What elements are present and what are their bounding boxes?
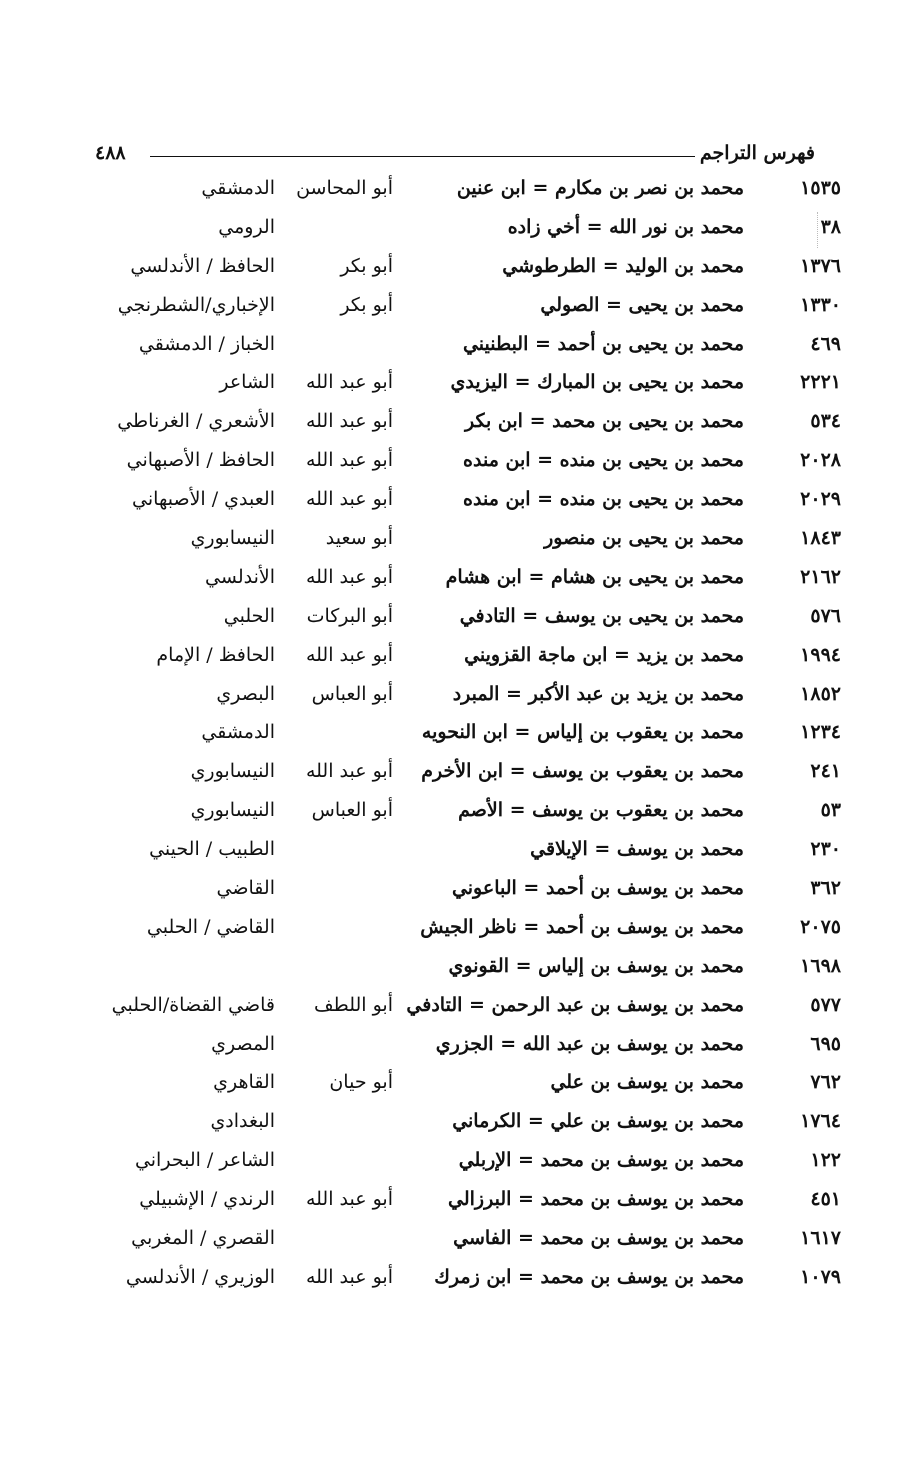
index-entry-row bbox=[0, 1222, 921, 1261]
entry-number: ١٥٣٥ bbox=[800, 177, 841, 199]
entry-name: محمد بن يحيى بن المبارك = اليزيدي bbox=[450, 371, 744, 394]
entry-nisba: الحافظ / الأصبهاني bbox=[126, 449, 275, 472]
entry-name: محمد بن يحيى بن محمد = ابن بكر bbox=[465, 410, 744, 433]
entry-name: محمد بن يوسف بن أحمد = الباعوني bbox=[451, 877, 744, 900]
entry-name: محمد بن يوسف بن عبد الله = الجزري bbox=[435, 1032, 744, 1055]
entry-nisba: البغدادي bbox=[210, 1110, 275, 1133]
index-entry-row bbox=[0, 366, 921, 405]
entry-nisba: النيسابوري bbox=[190, 760, 275, 783]
index-entry-row bbox=[0, 172, 921, 211]
entry-name: محمد بن يحيى بن منده = ابن منده bbox=[463, 449, 744, 472]
entry-nisba: الدمشقي bbox=[201, 177, 275, 199]
entry-number: ٤٥١ bbox=[810, 1188, 841, 1211]
entry-nisba: النيسابوري bbox=[190, 527, 275, 550]
entry-kunya: أبو عبد الله bbox=[305, 410, 393, 433]
entry-nisba: الرومي bbox=[218, 215, 275, 238]
entry-nisba: النيسابوري bbox=[190, 799, 275, 822]
index-entry-row bbox=[0, 950, 921, 989]
entry-number: ٢٠٢٨ bbox=[800, 449, 841, 472]
entry-name: محمد بن يعقوب بن يوسف = الأصم bbox=[458, 799, 744, 822]
entry-name: محمد بن يحيى بن يوسف = التادفي bbox=[459, 604, 744, 627]
entry-number: ١٨٤٣ bbox=[800, 527, 841, 550]
entry-number: ٢٠٧٥ bbox=[800, 915, 841, 938]
entry-number: ٦٩٥ bbox=[810, 1032, 841, 1055]
entry-name: محمد بن يحيى بن منده = ابن منده bbox=[463, 488, 744, 511]
entry-number: ٥٧٧ bbox=[810, 993, 841, 1016]
index-entry-row bbox=[0, 250, 921, 289]
entry-kunya: أبو عبد الله bbox=[305, 449, 393, 472]
index-entry-row bbox=[0, 1105, 921, 1144]
index-entry-row bbox=[0, 1144, 921, 1183]
index-entry-row bbox=[0, 833, 921, 872]
index-entry-row bbox=[0, 561, 921, 600]
entry-kunya: أبو العباس bbox=[311, 799, 393, 822]
entry-name: محمد بن يزيد = ابن ماجة القزويني bbox=[464, 643, 744, 666]
entry-kunya: أبو بكر bbox=[340, 293, 393, 316]
index-entry-row bbox=[0, 678, 921, 717]
entry-name: محمد بن يعقوب بن إلياس = ابن النحويه bbox=[421, 721, 744, 744]
entry-kunya: أبو اللطف bbox=[313, 993, 393, 1016]
entry-number: ١٩٩٤ bbox=[800, 643, 841, 666]
entry-nisba: الدمشقي bbox=[201, 721, 275, 744]
index-entry-row bbox=[0, 989, 921, 1028]
index-entry-row bbox=[0, 1183, 921, 1222]
entry-name: محمد بن يعقوب بن يوسف = ابن الأخرم bbox=[421, 760, 744, 783]
entry-nisba: الشاعر bbox=[219, 371, 275, 394]
entry-nisba: الشاعر / البحراني bbox=[134, 1149, 275, 1172]
entry-kunya: أبو المحاسن bbox=[296, 177, 393, 199]
entry-number: ٢١٦٢ bbox=[800, 565, 841, 588]
entry-nisba: الحافظ / الإمام bbox=[156, 643, 275, 666]
entry-kunya: أبو البركات bbox=[306, 604, 393, 627]
entry-nisba: القاضي bbox=[216, 877, 275, 900]
header-rule bbox=[150, 156, 695, 157]
entry-kunya: أبو العباس bbox=[311, 682, 393, 705]
entry-nisba: المصري bbox=[211, 1032, 275, 1055]
index-entry-row bbox=[0, 483, 921, 522]
entry-kunya: أبو حيان bbox=[329, 1071, 393, 1094]
page-number: ٤٨٨ bbox=[95, 142, 126, 164]
index-entry-row bbox=[0, 1261, 921, 1300]
running-header bbox=[95, 138, 815, 174]
entry-nisba: الأشعري / الغرناطي bbox=[117, 410, 275, 433]
index-entry-row bbox=[0, 600, 921, 639]
entry-number: ١٢٢ bbox=[810, 1149, 841, 1172]
index-entry-row bbox=[0, 872, 921, 911]
entry-name: محمد بن يحيى بن منصور bbox=[544, 527, 744, 550]
entry-name: محمد بن الوليد = الطرطوشي bbox=[502, 254, 744, 277]
entry-number: ٥٧٦ bbox=[810, 604, 841, 627]
index-entry-row bbox=[0, 639, 921, 678]
entry-kunya: أبو عبد الله bbox=[305, 565, 393, 588]
index-entry-row bbox=[0, 1028, 921, 1067]
index-entry-row bbox=[0, 444, 921, 483]
index-entry-row bbox=[0, 405, 921, 444]
index-entry-row bbox=[0, 794, 921, 833]
entry-kunya: أبو بكر bbox=[340, 254, 393, 277]
entry-number: ٧٦٢ bbox=[810, 1071, 841, 1094]
index-entry-row bbox=[0, 755, 921, 794]
entry-name: محمد بن يوسف بن إلياس = القونوي bbox=[448, 954, 744, 977]
entry-nisba: القاهري bbox=[213, 1071, 275, 1094]
entry-name: محمد بن يوسف بن عبد الرحمن = التادفي bbox=[406, 993, 744, 1016]
entry-number: ١٧٦٤ bbox=[800, 1110, 841, 1133]
entry-number: ٢٢٢١ bbox=[800, 371, 841, 394]
entry-number: ٥٣٤ bbox=[810, 410, 841, 433]
entry-name: محمد بن نصر بن مكارم = ابن عنين bbox=[456, 177, 744, 199]
entry-nisba: الطبيب / الحيني bbox=[149, 838, 275, 861]
entry-number: ٣٦٢ bbox=[810, 877, 841, 900]
entry-name: محمد بن يحيى = الصولي bbox=[540, 293, 744, 316]
entry-number: ٢٠٢٩ bbox=[800, 488, 841, 511]
entry-number: ١٢٣٤ bbox=[800, 721, 841, 744]
entry-name: محمد بن يوسف بن علي = الكرماني bbox=[452, 1110, 744, 1133]
entry-nisba: القاضي / الحلبي bbox=[146, 915, 275, 938]
entry-nisba: الرندي / الإشبيلي bbox=[139, 1188, 275, 1211]
index-entry-row bbox=[0, 911, 921, 950]
index-entry-row bbox=[0, 289, 921, 328]
entry-name: محمد بن يوسف بن محمد = ابن زمرك bbox=[434, 1265, 744, 1288]
entry-nisba: الخباز / الدمشقي bbox=[138, 332, 275, 355]
entry-kunya: أبو عبد الله bbox=[305, 371, 393, 394]
entry-kunya: أبو عبد الله bbox=[305, 760, 393, 783]
entry-nisba: الوزيري / الأندلسي bbox=[125, 1265, 275, 1288]
entry-nisba: قاضي القضاة/الحلبي bbox=[111, 993, 275, 1016]
entry-nisba: البصري bbox=[216, 682, 275, 705]
entry-kunya: أبو عبد الله bbox=[305, 1188, 393, 1211]
entry-name: محمد بن يوسف بن محمد = الإربلي bbox=[458, 1149, 744, 1172]
entry-nisba: الإخباري/الشطرنجي bbox=[117, 293, 275, 316]
entry-nisba: الحافظ / الأندلسي bbox=[130, 254, 275, 277]
entry-number: ٢٣٠ bbox=[810, 838, 841, 861]
entry-number: ١٠٧٩ bbox=[800, 1265, 841, 1288]
entry-name: محمد بن يوسف بن محمد = الفاسي bbox=[453, 1227, 744, 1250]
entry-kunya: أبو عبد الله bbox=[305, 643, 393, 666]
index-entry-row bbox=[0, 522, 921, 561]
index-entries bbox=[0, 172, 921, 1300]
entry-kunya: أبو عبد الله bbox=[305, 488, 393, 511]
entry-name: محمد بن يوسف بن أحمد = ناظر الجيش bbox=[420, 915, 744, 938]
entry-kunya: أبو سعيد bbox=[325, 527, 393, 550]
entry-nisba: الحلبي bbox=[223, 604, 275, 627]
entry-nisba: الأندلسي bbox=[205, 565, 275, 588]
entry-number: ٥٣ bbox=[820, 799, 841, 822]
entry-number: ٢٤١ bbox=[810, 760, 841, 783]
entry-number: ١٨٥٢ bbox=[800, 682, 841, 705]
index-entry-row bbox=[0, 1066, 921, 1105]
index-entry-row bbox=[0, 716, 921, 755]
entry-kunya: أبو عبد الله bbox=[305, 1265, 393, 1288]
entry-number: ١٦١٧ bbox=[800, 1227, 841, 1250]
entry-name: محمد بن يوسف بن محمد = البرزالي bbox=[448, 1188, 744, 1211]
entry-name: محمد بن يحيى بن هشام = ابن هشام bbox=[445, 565, 744, 588]
entry-number: ١٣٣٠ bbox=[800, 293, 841, 316]
entry-name: محمد بن يوسف = الإيلاقي bbox=[530, 838, 744, 861]
entry-number: ٤٦٩ bbox=[810, 332, 841, 355]
entry-name: محمد بن يزيد بن عبد الأكبر = المبرد bbox=[452, 682, 744, 705]
index-entry-row bbox=[0, 211, 921, 250]
entry-name: محمد بن يحيى بن أحمد = البطنيني bbox=[462, 332, 744, 355]
entry-number: ١٦٩٨ bbox=[800, 954, 841, 977]
entry-name: محمد بن يوسف بن علي bbox=[550, 1071, 744, 1094]
entry-nisba: القصري / المغربي bbox=[131, 1227, 275, 1250]
page-title: فهرس التراجم bbox=[699, 142, 815, 164]
entry-nisba: العبدي / الأصبهاني bbox=[132, 488, 275, 511]
entry-name: محمد بن نور الله = أخي زاده bbox=[507, 215, 744, 238]
entry-number: ٣٨ bbox=[820, 215, 841, 238]
index-entry-row bbox=[0, 328, 921, 367]
entry-number: ١٣٧٦ bbox=[800, 254, 841, 277]
